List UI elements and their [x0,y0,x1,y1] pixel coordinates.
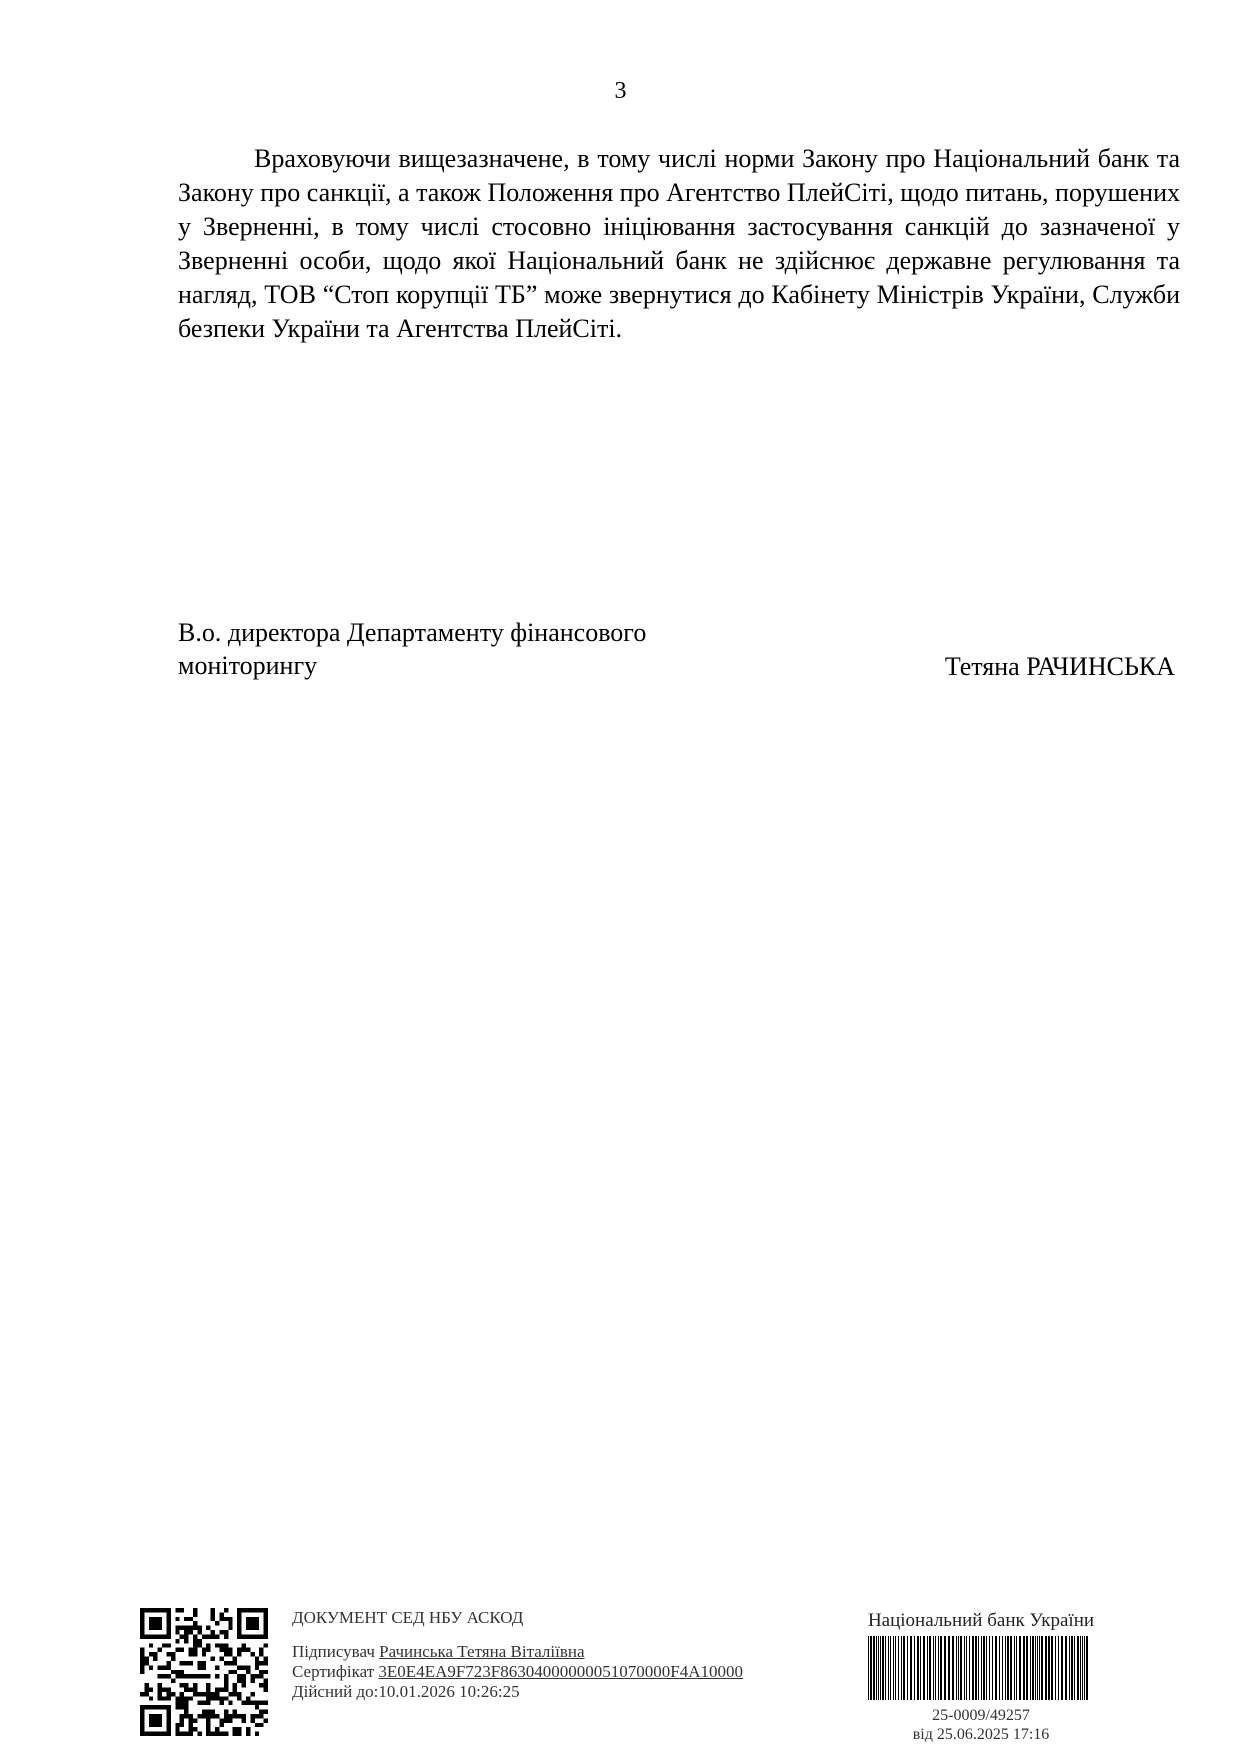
valid-until-label: Дійсний до: [292,1682,379,1701]
document-system: ДОКУМЕНТ СЕД НБУ АСКОД [292,1608,524,1627]
issuer-name: Національний банк України [867,1610,1095,1631]
signer-position-line1: В.о. директора Департаменту фінансового [178,618,647,647]
signer-position [178,616,646,682]
certificate-value: 3E0E4EA9F723F86304000000051070000F4A10000 [378,1662,743,1681]
certificate-line [292,1662,743,1682]
signer-label: Підписувач [292,1642,375,1661]
signer-line [292,1642,743,1662]
valid-until-line [292,1682,743,1702]
qr-code [140,1608,268,1736]
barcode [868,1636,1092,1700]
page-number: 3 [614,78,627,104]
e-signature-block [292,1608,743,1702]
certificate-label: Сертифікат [292,1662,375,1681]
body-paragraph: Враховуючи вищезазначене, в тому числі норми Закону про Національний банк та Закону про санкції, а також Положення про Агентство ПлейСіті, щодо питань, порушених у Зверненні, в тому числі стосовно ініціювання застосування санкцій до зазначеної у Зверненні особи, щодо якої Національний банк не здійснює державне регулювання та нагляд, ТОВ “Стоп корупції ТБ” може звернутися до Кабінету Міністрів України, Служби безпеки України та Агентства ПлейСіті. [178,144,1180,343]
signer-position-line2: моніторингу [178,651,318,680]
signer-value: Рачинська Тетяна Віталіївна [379,1642,585,1661]
registration-block [852,1706,1110,1744]
registration-date: від 25.06.2025 17:16 [912,1726,1050,1743]
signer-name: Тетяна РАЧИНСЬКА [944,652,1175,681]
valid-until-value: 10.01.2026 10:26:25 [378,1682,520,1701]
registration-number: 25-0009/49257 [932,1707,1030,1724]
